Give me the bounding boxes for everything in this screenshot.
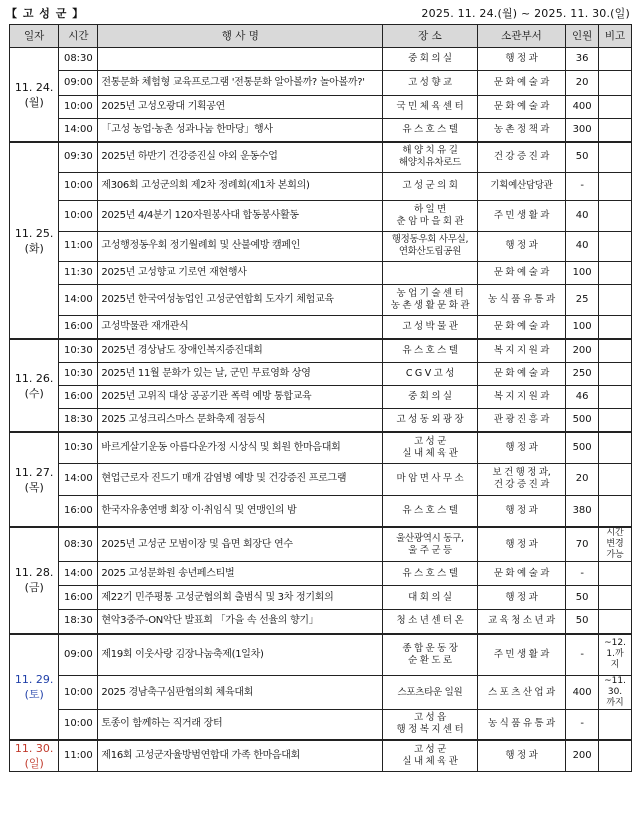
page-header bbox=[6, 4, 630, 22]
event-time: 14:00 bbox=[59, 463, 98, 495]
event-place: 마 암 면 사 무 소 bbox=[383, 463, 478, 495]
event-time: 16:00 bbox=[59, 495, 98, 527]
attendee-count: 400 bbox=[566, 96, 599, 119]
table-row bbox=[10, 710, 632, 740]
event-note bbox=[599, 284, 632, 315]
attendee-count: 200 bbox=[566, 740, 599, 772]
event-place: 울산광역시 동구, 울 주 군 등 bbox=[383, 527, 478, 562]
event-note bbox=[599, 119, 632, 143]
event-name: 2025년 11월 문화가 있는 날, 군민 무료영화 상영 bbox=[98, 363, 383, 386]
table-row bbox=[10, 562, 632, 586]
attendee-count: 380 bbox=[566, 495, 599, 527]
day-date: 11. 24. (월) bbox=[10, 48, 59, 143]
event-time: 10:00 bbox=[59, 96, 98, 119]
event-department: 행 정 과 bbox=[477, 432, 565, 463]
table-row bbox=[10, 231, 632, 261]
event-time: 10:00 bbox=[59, 676, 98, 710]
table-row bbox=[10, 363, 632, 386]
day-date: 11. 29. (토) bbox=[10, 634, 59, 740]
event-note bbox=[599, 710, 632, 740]
event-department: 농 촌 정 책 과 bbox=[477, 119, 565, 143]
event-name: 바르게살기운동 아름다운가정 시상식 및 회원 한마음대회 bbox=[98, 432, 383, 463]
event-place: 스포츠타운 일원 bbox=[383, 676, 478, 710]
event-department: 교 육 청 소 년 과 bbox=[477, 610, 565, 634]
event-department: 주 민 생 활 과 bbox=[477, 200, 565, 231]
event-department: 스 포 츠 산 업 과 bbox=[477, 676, 565, 710]
event-note bbox=[599, 363, 632, 386]
table-row bbox=[10, 527, 632, 562]
event-department: 복 지 지 원 과 bbox=[477, 386, 565, 409]
event-name: 2025년 고성군 모범이장 및 읍면 회장단 연수 bbox=[98, 527, 383, 562]
event-time: 10:30 bbox=[59, 432, 98, 463]
day-date: 11. 28. (금) bbox=[10, 527, 59, 634]
table-row bbox=[10, 634, 632, 676]
table-row bbox=[10, 315, 632, 339]
event-time: 09:00 bbox=[59, 71, 98, 96]
event-place: 행정동우회 사무실, 연화산도립공원 bbox=[383, 231, 478, 261]
event-department: 문 화 예 술 과 bbox=[477, 261, 565, 284]
day-date: 11. 27. (목) bbox=[10, 432, 59, 527]
column-header: 비고 bbox=[599, 25, 632, 48]
event-note bbox=[599, 200, 632, 231]
event-time: 18:30 bbox=[59, 409, 98, 433]
event-time: 16:00 bbox=[59, 586, 98, 610]
table-row bbox=[10, 740, 632, 772]
event-name: 2025 경남축구심판협의회 체육대회 bbox=[98, 676, 383, 710]
column-header: 시간 bbox=[59, 25, 98, 48]
event-name: 「고성 농업·농촌 성과나눔 한마당」행사 bbox=[98, 119, 383, 143]
event-place: 청 소 년 센 터 온 bbox=[383, 610, 478, 634]
day-date: 11. 25. (화) bbox=[10, 142, 59, 339]
event-place: 고 성 읍 행 정 복 지 센 터 bbox=[383, 710, 478, 740]
event-note bbox=[599, 386, 632, 409]
event-name: 고성박물관 재개관식 bbox=[98, 315, 383, 339]
event-place: 해 양 치 유 길 해양치유차로드 bbox=[383, 142, 478, 172]
attendee-count: 20 bbox=[566, 463, 599, 495]
event-time: 11:30 bbox=[59, 261, 98, 284]
column-header: 장 소 bbox=[383, 25, 478, 48]
event-place: 유 스 호 스 텔 bbox=[383, 495, 478, 527]
attendee-count: 50 bbox=[566, 610, 599, 634]
event-department: 문 화 예 술 과 bbox=[477, 96, 565, 119]
event-department: 주 민 생 활 과 bbox=[477, 634, 565, 676]
table-row bbox=[10, 71, 632, 96]
table-row bbox=[10, 119, 632, 143]
event-name: 2025년 고위직 대상 공공기관 폭력 예방 통합교육 bbox=[98, 386, 383, 409]
attendee-count: 70 bbox=[566, 527, 599, 562]
event-note bbox=[599, 586, 632, 610]
schedule-table bbox=[9, 24, 632, 772]
event-time: 10:30 bbox=[59, 339, 98, 363]
attendee-count: 500 bbox=[566, 432, 599, 463]
event-department: 행 정 과 bbox=[477, 527, 565, 562]
table-row bbox=[10, 432, 632, 463]
attendee-count: 100 bbox=[566, 315, 599, 339]
event-note bbox=[599, 610, 632, 634]
attendee-count: 100 bbox=[566, 261, 599, 284]
event-name: 2025 고성문화원 송년페스티벌 bbox=[98, 562, 383, 586]
attendee-count: - bbox=[566, 562, 599, 586]
event-place: 종 합 운 동 장 순 환 도 로 bbox=[383, 634, 478, 676]
attendee-count: 50 bbox=[566, 586, 599, 610]
event-note: ~12. 1.까 지 bbox=[599, 634, 632, 676]
event-name: 고성행정동우회 정기월례회 및 산불예방 캠페인 bbox=[98, 231, 383, 261]
event-time: 10:00 bbox=[59, 200, 98, 231]
table-row bbox=[10, 200, 632, 231]
event-department: 관 광 진 흥 과 bbox=[477, 409, 565, 433]
event-note bbox=[599, 96, 632, 119]
attendee-count: 400 bbox=[566, 676, 599, 710]
attendee-count: 46 bbox=[566, 386, 599, 409]
event-note bbox=[599, 48, 632, 71]
event-note bbox=[599, 142, 632, 172]
table-row bbox=[10, 261, 632, 284]
event-note bbox=[599, 740, 632, 772]
event-place: 하 일 면 춘 암 마 을 회 관 bbox=[383, 200, 478, 231]
attendee-count: 250 bbox=[566, 363, 599, 386]
event-time: 10:00 bbox=[59, 172, 98, 200]
schedule-body bbox=[10, 48, 632, 772]
event-name: 제16회 고성군자율방범연합대 가족 한마음대회 bbox=[98, 740, 383, 772]
event-name: 제19회 이웃사랑 김장나눔축제(1일차) bbox=[98, 634, 383, 676]
event-place: 중 회 의 실 bbox=[383, 48, 478, 71]
event-name: 2025년 한국여성농업인 고성군연합회 도자기 체험교육 bbox=[98, 284, 383, 315]
event-place: 유 스 호 스 텔 bbox=[383, 562, 478, 586]
event-place: 고 성 박 물 관 bbox=[383, 315, 478, 339]
event-department: 문 화 예 술 과 bbox=[477, 71, 565, 96]
event-time: 14:00 bbox=[59, 562, 98, 586]
table-row bbox=[10, 495, 632, 527]
event-place: 국 민 체 육 센 터 bbox=[383, 96, 478, 119]
table-row bbox=[10, 142, 632, 172]
event-time: 09:30 bbox=[59, 142, 98, 172]
event-time: 08:30 bbox=[59, 527, 98, 562]
event-department: 농 식 품 유 통 과 bbox=[477, 710, 565, 740]
event-place: 고 성 향 교 bbox=[383, 71, 478, 96]
attendee-count: - bbox=[566, 634, 599, 676]
county-title: 【 고 성 군 】 bbox=[6, 7, 85, 20]
event-name: 전통문화 체험형 교육프로그램 '전통문화 알아볼까? 놀아볼까?' bbox=[98, 71, 383, 96]
attendee-count: 36 bbox=[566, 48, 599, 71]
event-note bbox=[599, 315, 632, 339]
event-name: 제22기 민주평통 고성군협의회 출범식 및 3차 정기회의 bbox=[98, 586, 383, 610]
event-note: 시간 변경 가능 bbox=[599, 527, 632, 562]
event-time: 14:00 bbox=[59, 284, 98, 315]
event-department: 문 화 예 술 과 bbox=[477, 315, 565, 339]
event-note bbox=[599, 409, 632, 433]
event-department: 행 정 과 bbox=[477, 48, 565, 71]
table-row bbox=[10, 339, 632, 363]
attendee-count: 40 bbox=[566, 231, 599, 261]
event-name: 2025년 경상남도 장애인복지증진대회 bbox=[98, 339, 383, 363]
column-header: 일자 bbox=[10, 25, 59, 48]
event-name: 2025년 고성오광대 기획공연 bbox=[98, 96, 383, 119]
attendee-count: - bbox=[566, 172, 599, 200]
column-header: 소관부서 bbox=[477, 25, 565, 48]
attendee-count: 25 bbox=[566, 284, 599, 315]
event-note bbox=[599, 71, 632, 96]
table-row bbox=[10, 463, 632, 495]
event-time: 16:00 bbox=[59, 386, 98, 409]
event-time: 10:30 bbox=[59, 363, 98, 386]
column-header: 인원 bbox=[566, 25, 599, 48]
event-department: 기획예산담당관 bbox=[477, 172, 565, 200]
event-time: 08:30 bbox=[59, 48, 98, 71]
event-department: 행 정 과 bbox=[477, 586, 565, 610]
event-department: 행 정 과 bbox=[477, 495, 565, 527]
event-place: 중 회 의 실 bbox=[383, 386, 478, 409]
event-department: 행 정 과 bbox=[477, 231, 565, 261]
event-name: 제306회 고성군의회 제2차 정례회(제1차 본회의) bbox=[98, 172, 383, 200]
event-time: 16:00 bbox=[59, 315, 98, 339]
event-note bbox=[599, 495, 632, 527]
event-note bbox=[599, 432, 632, 463]
table-row bbox=[10, 284, 632, 315]
event-place: 고 성 군 실 내 체 육 관 bbox=[383, 740, 478, 772]
event-department: 문 화 예 술 과 bbox=[477, 562, 565, 586]
event-time: 14:00 bbox=[59, 119, 98, 143]
event-name: 2025 고성크리스마스 문화축제 점등식 bbox=[98, 409, 383, 433]
event-note bbox=[599, 562, 632, 586]
event-time: 09:00 bbox=[59, 634, 98, 676]
table-header-row bbox=[10, 25, 632, 48]
event-name: 현업근로자 진드기 매개 감염병 예방 및 건강증진 프로그램 bbox=[98, 463, 383, 495]
event-time: 11:00 bbox=[59, 740, 98, 772]
event-place: 고 성 군 의 회 bbox=[383, 172, 478, 200]
day-date: 11. 30. (일) bbox=[10, 740, 59, 772]
table-row bbox=[10, 409, 632, 433]
event-place: 유 스 호 스 텔 bbox=[383, 119, 478, 143]
event-name: 2025년 고성향교 기로연 재현행사 bbox=[98, 261, 383, 284]
table-row bbox=[10, 172, 632, 200]
event-time: 11:00 bbox=[59, 231, 98, 261]
event-place bbox=[383, 261, 478, 284]
column-header: 행 사 명 bbox=[98, 25, 383, 48]
event-name bbox=[98, 48, 383, 71]
event-note bbox=[599, 463, 632, 495]
table-row bbox=[10, 610, 632, 634]
attendee-count: 200 bbox=[566, 339, 599, 363]
event-name: 2025년 하반기 건강증진실 야외 운동수업 bbox=[98, 142, 383, 172]
event-note bbox=[599, 172, 632, 200]
event-note bbox=[599, 231, 632, 261]
event-note: ~11. 30. 까지 bbox=[599, 676, 632, 710]
day-date: 11. 26. (수) bbox=[10, 339, 59, 432]
event-department: 건 강 증 진 과 bbox=[477, 142, 565, 172]
event-note bbox=[599, 261, 632, 284]
table-row bbox=[10, 48, 632, 71]
event-note bbox=[599, 339, 632, 363]
table-row bbox=[10, 96, 632, 119]
event-department: 행 정 과 bbox=[477, 740, 565, 772]
event-place: C G V 고 성 bbox=[383, 363, 478, 386]
event-name: 현악3중주-ON악단 발표회 「가을 속 선율의 향기」 bbox=[98, 610, 383, 634]
event-time: 10:00 bbox=[59, 710, 98, 740]
event-place: 유 스 호 스 텔 bbox=[383, 339, 478, 363]
event-department: 농 식 품 유 통 과 bbox=[477, 284, 565, 315]
event-time: 18:30 bbox=[59, 610, 98, 634]
date-range: 2025. 11. 24.(월) ~ 2025. 11. 30.(일) bbox=[421, 7, 630, 20]
event-place: 고 성 동 외 광 장 bbox=[383, 409, 478, 433]
event-department: 보 건 행 정 과, 건 강 증 진 과 bbox=[477, 463, 565, 495]
event-name: 2025년 4/4분기 120자원봉사대 합동봉사활동 bbox=[98, 200, 383, 231]
event-place: 고 성 군 실 내 체 육 관 bbox=[383, 432, 478, 463]
attendee-count: 500 bbox=[566, 409, 599, 433]
attendee-count: 50 bbox=[566, 142, 599, 172]
attendee-count: 20 bbox=[566, 71, 599, 96]
attendee-count: 300 bbox=[566, 119, 599, 143]
event-name: 토종이 함께하는 직거래 장터 bbox=[98, 710, 383, 740]
table-row bbox=[10, 676, 632, 710]
table-row bbox=[10, 386, 632, 409]
table-row bbox=[10, 586, 632, 610]
attendee-count: 40 bbox=[566, 200, 599, 231]
event-place: 농 업 기 술 센 터 농 촌 생 활 문 화 관 bbox=[383, 284, 478, 315]
event-department: 복 지 지 원 과 bbox=[477, 339, 565, 363]
event-place: 대 회 의 실 bbox=[383, 586, 478, 610]
event-name: 한국자유총연맹 회장 이·취임식 및 연맹인의 밤 bbox=[98, 495, 383, 527]
event-department: 문 화 예 술 과 bbox=[477, 363, 565, 386]
attendee-count: - bbox=[566, 710, 599, 740]
